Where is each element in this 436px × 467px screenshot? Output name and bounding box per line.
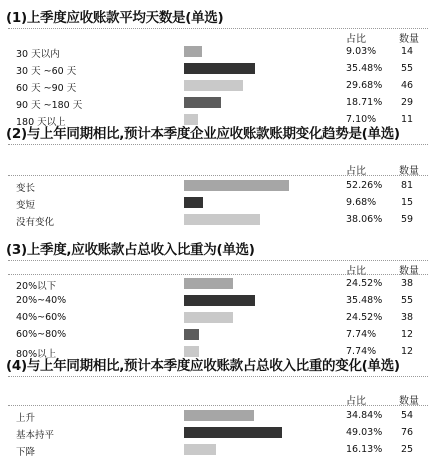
bar-row [0, 310, 436, 328]
percent-label: 16.13% [346, 444, 383, 455]
category-label: 60%~80% [16, 329, 67, 340]
title-divider [8, 376, 428, 377]
percent-label: 7.10% [346, 114, 377, 125]
column-header-ratio: 占比 [346, 166, 366, 177]
count-label: 11 [401, 114, 414, 125]
category-label: 30 天 ~60 天 [16, 66, 77, 77]
data-bar [184, 295, 255, 306]
column-header-count: 数量 [399, 396, 419, 407]
column-header-count: 数量 [399, 166, 419, 177]
category-label: 180 天以上 [16, 117, 66, 128]
data-bar [184, 214, 260, 225]
category-label: 20%~40% [16, 295, 67, 306]
data-bar [184, 180, 289, 191]
count-label: 55 [401, 295, 414, 306]
count-label: 59 [401, 214, 414, 225]
data-bar [184, 444, 216, 455]
count-label: 46 [401, 80, 414, 91]
percent-label: 34.84% [346, 410, 383, 421]
header-divider [8, 405, 428, 406]
column-header-ratio: 占比 [346, 396, 366, 407]
count-label: 14 [401, 46, 414, 57]
percent-label: 9.68% [346, 197, 377, 208]
data-bar [184, 97, 221, 108]
count-label: 12 [401, 346, 414, 357]
bar-row [0, 44, 436, 62]
bar-row [0, 95, 436, 113]
column-header-ratio: 占比 [346, 34, 366, 45]
header-divider [8, 175, 428, 176]
chart-title: (2)与上年同期相比,预计本季度企业应收账款账期变化趋势是(单选) [6, 126, 400, 142]
data-bar [184, 46, 202, 57]
chart-title: (3)上季度,应收账款占总收入比重为(单选) [6, 242, 255, 258]
column-header-ratio: 占比 [346, 266, 366, 277]
count-label: 29 [401, 97, 414, 108]
percent-label: 7.74% [346, 329, 377, 340]
chart-section-1 [0, 6, 436, 126]
bar-row [0, 293, 436, 311]
data-bar [184, 410, 254, 421]
column-header-count: 数量 [399, 34, 419, 45]
bar-row [0, 61, 436, 79]
count-label: 38 [401, 278, 414, 289]
bar-row [0, 178, 436, 196]
count-label: 15 [401, 197, 414, 208]
title-divider [8, 144, 428, 145]
bar-row [0, 442, 436, 460]
percent-label: 29.68% [346, 80, 383, 91]
header-divider [8, 274, 428, 275]
data-bar [184, 312, 233, 323]
category-label: 90 天 ~180 天 [16, 100, 83, 111]
category-label: 没有变化 [16, 217, 55, 228]
bar-row [0, 425, 436, 443]
category-label: 变短 [16, 200, 36, 211]
chart-section-3 [0, 238, 436, 358]
count-label: 81 [401, 180, 414, 191]
data-bar [184, 80, 243, 91]
count-label: 55 [401, 63, 414, 74]
count-label: 38 [401, 312, 414, 323]
title-divider [8, 260, 428, 261]
count-label: 25 [401, 444, 414, 455]
chart-section-2 [0, 122, 436, 232]
percent-label: 35.48% [346, 63, 383, 74]
count-label: 12 [401, 329, 414, 340]
category-label: 上升 [16, 413, 36, 424]
data-bar [184, 63, 255, 74]
percent-label: 35.48% [346, 295, 383, 306]
percent-label: 49.03% [346, 427, 383, 438]
chart-section-4 [0, 354, 436, 467]
percent-label: 24.52% [346, 278, 383, 289]
count-label: 76 [401, 427, 414, 438]
category-label: 下降 [16, 447, 36, 458]
percent-label: 38.06% [346, 214, 383, 225]
category-label: 40%~60% [16, 312, 67, 323]
data-bar [184, 427, 282, 438]
bar-row [0, 212, 436, 230]
bar-row [0, 408, 436, 426]
bar-row [0, 78, 436, 96]
chart-title: (4)与上年同期相比,预计本季度应收账款占总收入比重的变化(单选) [6, 358, 400, 374]
percent-label: 52.26% [346, 180, 383, 191]
bar-row [0, 195, 436, 213]
data-bar [184, 329, 199, 340]
category-label: 变长 [16, 183, 36, 194]
percent-label: 24.52% [346, 312, 383, 323]
column-header-count: 数量 [399, 266, 419, 277]
category-label: 60 天 ~90 天 [16, 83, 77, 94]
percent-label: 9.03% [346, 46, 377, 57]
category-label: 基本持平 [16, 430, 55, 441]
bar-row [0, 327, 436, 345]
percent-label: 7.74% [346, 346, 377, 357]
category-label: 80%以上 [16, 349, 57, 360]
chart-title: (1)上季度应收账款平均天数是(单选) [6, 10, 224, 26]
data-bar [184, 278, 233, 289]
category-label: 30 天以内 [16, 49, 60, 60]
count-label: 54 [401, 410, 414, 421]
bar-row [0, 276, 436, 294]
percent-label: 18.71% [346, 97, 383, 108]
title-divider [8, 28, 428, 29]
category-label: 20%以下 [16, 281, 57, 292]
data-bar [184, 197, 203, 208]
